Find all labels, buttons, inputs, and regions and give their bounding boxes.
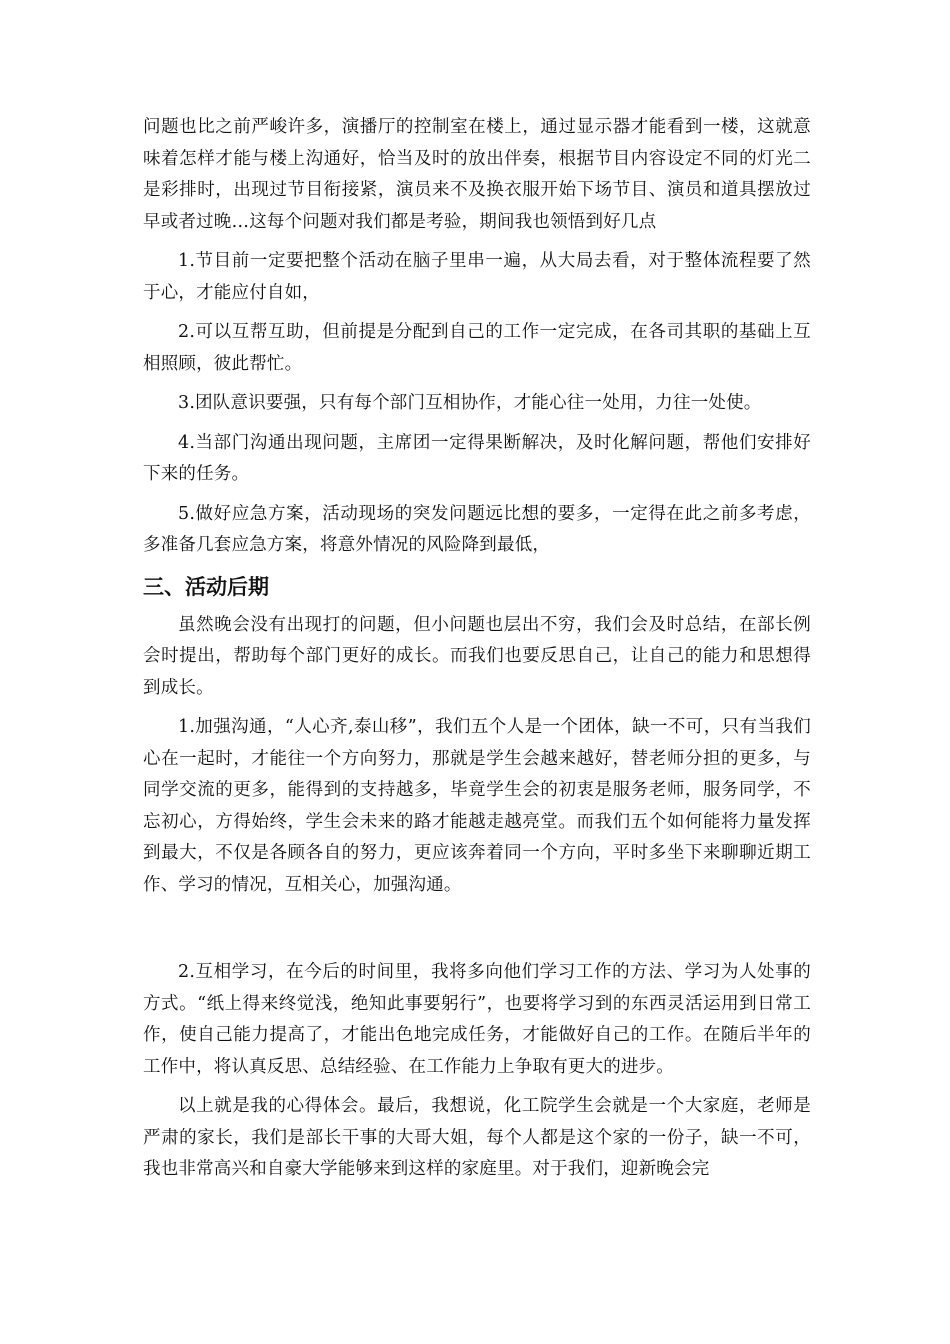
point-1: 1.节目前一定要把整个活动在脑子里串一遍，从大局去看，对于整体流程要了然于心，才能应付自如，: [143, 251, 811, 303]
intro-paragraph: 问题也比之前严峻许多，演播厅的控制室在楼上，通过显示器才能看到一楼，这就意味着怎样才能与楼上沟通好，恰当及时的放出伴奏，根据节目内容设定不同的灯光二是彩排时，出现过节目衔接紧，演员来不及换衣服开始下场节目、演员和道具摆放过早或者过晚…这每个问题对我们都是考验，期间我也领悟到好几点: [143, 117, 811, 232]
blank-gap: [143, 901, 811, 949]
point-4: 4.当部门沟通出现问题，主席团一定得果断解决，及时化解问题，帮他们安排好下来的任务。: [143, 432, 811, 484]
point-5: 5.做好应急方案，活动现场的突发问题远比想的要多，一定得在此之前多考虑，多准备几套应急方案，将意外情况的风险降到最低，: [143, 503, 811, 555]
later-point-1: 1.加强沟通，“人心齐,泰山移”，我们五个人是一个团体，缺一不可，只有当我们心在一起时，才能往一个方向努力，那就是学生会越来越好，替老师分担的更多，与同学交流的更多，能得到的支持越多，毕竟学生会的初衷是服务老师，服务同学，不忘初心，方得始终，学生会未来的路才能越走越亮堂。而我们五个如何能将力量发挥到最大，不仅是各顾各自的努力，更应该奔着同一个方向，平时多坐下来聊聊近期工作、学习的情况，互相关心，加强沟通。: [143, 717, 811, 895]
later-point-2: 2.互相学习，在今后的时间里，我将多向他们学习工作的方法、学习为人处事的方式。“纸上得来终觉浅，绝知此事要躬行”，也要将学习到的东西灵活运用到日常工作，使自己能力提高了，才能出色地完成任务，才能做好自己的工作。在随后半年的工作中，将认真反思、总结经验、在工作能力上争取有更大的进步。: [143, 962, 811, 1077]
section-intro-paragraph: 虽然晚会没有出现打的问题，但小问题也层出不穷，我们会及时总结，在部长例会时提出，帮助每个部门更好的成长。而我们也要反思自己，让自己的能力和思想得到成长。: [143, 614, 811, 698]
point-2: 2.可以互帮互助，但前提是分配到自己的工作一定完成，在各司其职的基础上互相照顾，彼此帮忙。: [143, 322, 811, 374]
closing-paragraph: 以上就是我的心得体会。最后，我想说，化工院学生会就是一个大家庭，老师是严肃的家长，我们是部长干事的大哥大姐，每个人都是这个家的一份子，缺一不可，我也非常高兴和自豪大学能够来到这样的家庭里。对于我们，迎新晚会完: [143, 1096, 811, 1179]
document-body: [143, 112, 811, 1186]
section-heading: 三、活动后期: [143, 574, 269, 599]
point-3: 3.团队意识要强，只有每个部门互相协作，才能心往一处用，力往一处使。: [178, 393, 762, 413]
